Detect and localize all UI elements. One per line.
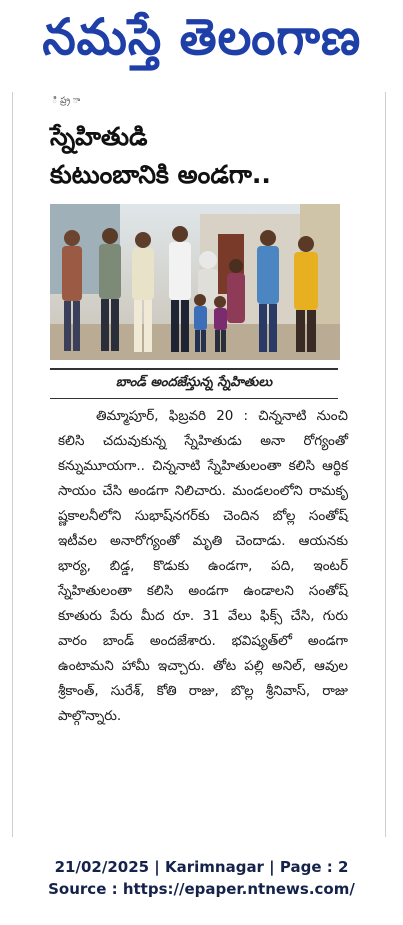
source-footer [0,856,403,900]
photo-caption: బాండ్ అందజేస్తున్న స్నేహితులు [50,368,338,399]
news-photo [50,204,340,360]
article-headline [50,118,350,194]
headline-line-2: కుటుంబానికి అండగా.. [50,160,271,189]
source-link[interactable]: Source : https://epaper.ntnews.com/ [48,880,355,898]
edition-info: 21/02/2025 | Karimnagar | Page : 2 [54,858,349,876]
cut-off-text: ి ప్ర్ర ా [52,96,81,106]
newspaper-logo: నమస్తే తెలంగాణ [42,7,361,66]
article-paragraph: తిమ్మాపూర్, ఫిబ్రవరి 20 : చిన్ననాటి నుంచి కలిసి చదువుకున్న స్నేహితుడు అనా రోగ్యంతో కన్నుమూయగా.. చిన్ననాటి స్నేహితులంతా కలిసి ఆర్థిక సాయం చేసి అండగా నిలిచారు. మండలంలోని రామకృ ష్ణకాలనీలోని సుభాష్‌నగర్‌కు చెందిన బోల్ల సంతోష్ ఇటీవల అనారోగ్యంతో మృతి చెందాడు. ఆయనకు భార్య, బిడ్డ, కొడుకు ఉండగా, పది, ఇంటర్ స్నేహితులంతా కలిసి అండగా ఉండాలని సంతోష్ కూతురు పేరు మీద రూ. 31 వేలు ఫిక్స్ చేసి, గురు వారం బాండ్ అందజేశారు. భవిష్యత్‌లో అండగా ఉంటామని హామీ ఇచ్చారు. తోట పల్లి అనిల్, ఆవుల శ్రీకాంత్, సురేశ్, కోతి రాజు, బొల్ల శ్రీనివాస్, రాజు పాల్గొన్నారు. [58,408,348,724]
headline-line-1: స్నేహితుడి [50,122,148,151]
article-body [58,404,348,729]
group-photo-image [50,204,340,360]
masthead [4,4,399,82]
